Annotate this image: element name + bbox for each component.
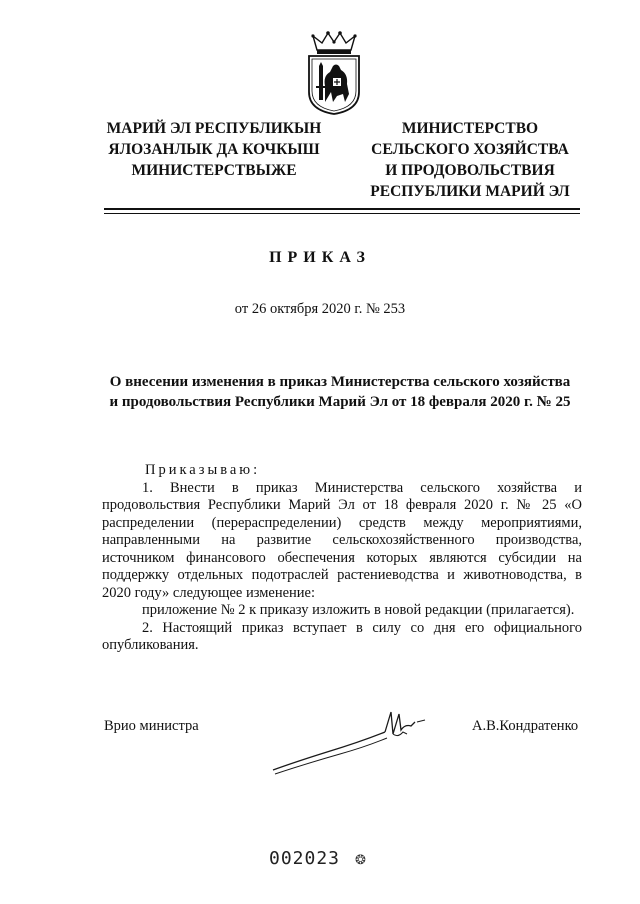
header-right-line: РЕСПУБЛИКИ МАРИЙ ЭЛ: [370, 183, 570, 200]
order-word: Приказываю:: [145, 462, 261, 478]
header-right-line: МИНИСТЕРСТВО: [401, 120, 539, 137]
serial-mark-icon: ❂: [355, 852, 366, 867]
serial-number: 002023: [269, 848, 341, 869]
header-right-line: И ПРОДОВОЛЬСТВИЯ: [385, 162, 555, 179]
coat-of-arms-icon: [303, 30, 365, 116]
document-date-number: от 26 октября 2020 г. № 253: [234, 301, 406, 317]
paragraph-1-change: приложение № 2 к приказу изложить в новой редакции (прилагается).: [142, 602, 575, 618]
header-divider-thin: [104, 213, 580, 214]
document-body: [102, 462, 582, 655]
header-divider-thick: [104, 208, 580, 210]
signatory-name: А.В.Кондратенко: [472, 718, 579, 734]
header-left-line: МИНИСТЕРСТВЫЖЕ: [131, 162, 297, 179]
document-type-title: ПРИКАЗ: [269, 249, 371, 266]
handwritten-signature: [265, 704, 440, 784]
header-left-line: ЯЛОЗАНЛЫК ДА КОЧКЫШ: [108, 141, 320, 158]
header-right-line: СЕЛЬСКОГО ХОЗЯЙСТВА: [371, 141, 569, 158]
document-subject: [100, 372, 580, 412]
header-left-line: МАРИЙ ЭЛ РЕСПУБЛИКЫН: [106, 120, 322, 137]
subject-line: О внесении изменения в приказ Министерства сельского хозяйства: [109, 374, 571, 390]
ministry-name-russian: [360, 118, 580, 202]
subject-line: и продовольствия Республики Марий Эл от 18 февраля 2020 г. № 25: [109, 394, 571, 410]
paragraph-1: 1. Внести в приказ Министерства сельского хозяйства и продовольствия Республики Марий Эл от 18 февраля 2020 г. № 25 «О распределении (перераспределении) средств между мероприятиями, направленными на развитие сельскохозяйственного производства, источником финансового обеспечения которых являются субсидии на поддержку отдельных подотраслей растениеводства и животноводства, в 2020 году» следующее изменение:: [102, 479, 582, 601]
paragraph-2: 2. Настоящий приказ вступает в силу со дня его официального опубликования.: [102, 619, 582, 653]
ministry-name-mari: [104, 118, 324, 181]
signatory-position: Врио министра: [104, 718, 199, 734]
